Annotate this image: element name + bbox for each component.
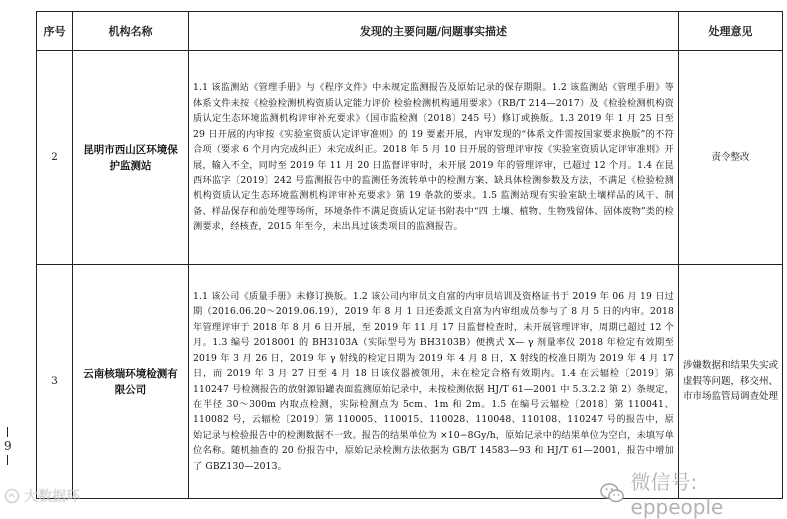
header-no: 序号 <box>37 12 73 51</box>
org-name: 云南核瑞环境检测有限公司 <box>73 265 189 499</box>
page-dash-top <box>7 427 8 437</box>
header-org: 机构名称 <box>73 12 189 51</box>
wechat-icon <box>600 482 625 504</box>
table-row <box>37 265 783 499</box>
row-number: 3 <box>37 265 73 499</box>
watermark-right-text: 微信号: eppeople <box>630 470 724 519</box>
handling-opinion: 责令整改 <box>679 51 783 265</box>
problem-description: 1.1 该监测站《管理手册》与《程序文件》中未规定监测报告及原始记录的保存期限。1.2 该监测站《管理手册》等体系文件未按《检验检测机构资质认定能力评价 检验检测机构通用要求》（RB/T 214—2017）及《检验检测机构资质认定生态环境监测机构评审补充要求》（国市监检测〔2018〕245 号）修订或换版。1.3 2019 年 1 月 25 日至 29 日开展的内审按《实验室资质认定评审准则》的 19 要素开展，内审发现的“体系文件需按国家要求换版”的不符合项（要求 6 个月内完成纠正）未完成纠正。2018 年 5 月 10 日开展的管理评审按《实验室资质认定评审准则》开展，输入不全，同时至 2019 年 11 月 20 日监督评审时，未开展 2019 年的管理评审，已超过 12 个月。1.4 在昆西环监字〔2019〕242 号监测报告中的监测任务流转单中的检测方案、缺具体检测参数及方法，不满足《检验检测机构资质认定生态环境监测机构评审补充要求》第 19 条款的要求。1.5 监测站现有实验室缺土壤样品的风干、制备、样品保存和前处理等场所，环境条件不满足资质认定证书附表中“四 土壤、植物、生物残留体、固体废物”类的检测要求，经核查，2015 年至今，未出具过该类项目的监测报告。 <box>189 51 679 265</box>
watermark-logo-icon <box>4 488 20 504</box>
org-name: 昆明市西山区环境保护监测站 <box>73 51 189 265</box>
header-result: 处理意见 <box>679 12 783 51</box>
row-number: 2 <box>37 51 73 265</box>
page-number: 9 <box>4 439 12 453</box>
watermark-right <box>600 466 787 519</box>
problem-description: 1.1 该公司《质量手册》未修订换版。1.2 该公司内审员文自富的内审员培训及资格证书于 2019 年 06 月 19 日过期（2016.06.20～2019.06.19），2019 年 8 月 1 日还委派文自富为内审组成员参与了 8 月 5 日的内审。2018 年管理评审于 2018 年 8 月 6 日开展，至 2019 年 11 月 17 日监督检查时，未开展管理评审，周期已超过 12 个月。1.3 编号 2018001 的 BH3103A（实际型号为 BH3103B）便携式 X— γ 剂量率仪 2018 年检定有效期至 2019 年 3 月 26 日，2019 年 γ 射线的检定日期为 2019 年 4 月 8 日，X 射线的校准日期为 2019 年 4 月 17 日，而 2019 年 3 月 27 日至 4 月 18 日该仪器被领用，未在检定合格有效期内。1.4 在云辐检〔2019〕第 110247 号检测报告的放射源铅罐表面监测原始记录中，未按检测依据 HJ/T 61—2001 中 5.3.2.2 第 2）条规定，在半径 30～300m 内取点检测，实际检测点为 5cm、1m 和 2m。1.5 在编号云辐检〔2018〕第 110041、110082 号，云辐检〔2019〕第 110005、110015、110028、110048、110108、110247 号的报告中，原始记录与检验报告中的检测数据不一致。报告的结果单位为 ×10−8Gy/h，原始记录中的结果单位为空白，未填写单位名称。随机抽查的 20 份报告中，原始记录检测方法依据为 GB/T 14583—93 和 HJ/T 61—2001，报告中增加了 GBZ130—2013。 <box>189 265 679 499</box>
watermark-left-text: 大数据环 <box>24 489 80 505</box>
page-number-marker <box>4 424 12 468</box>
header-problem: 发现的主要问题/问题事实描述 <box>189 12 679 51</box>
watermark-left <box>4 486 80 506</box>
inspection-table <box>36 11 783 499</box>
table-header-row <box>37 12 783 51</box>
table-row <box>37 51 783 265</box>
handling-opinion: 涉嫌数据和结果失实或虚假等问题，移交州、市市场监管局调查处理 <box>679 265 783 499</box>
page-dash-bottom <box>7 455 8 465</box>
